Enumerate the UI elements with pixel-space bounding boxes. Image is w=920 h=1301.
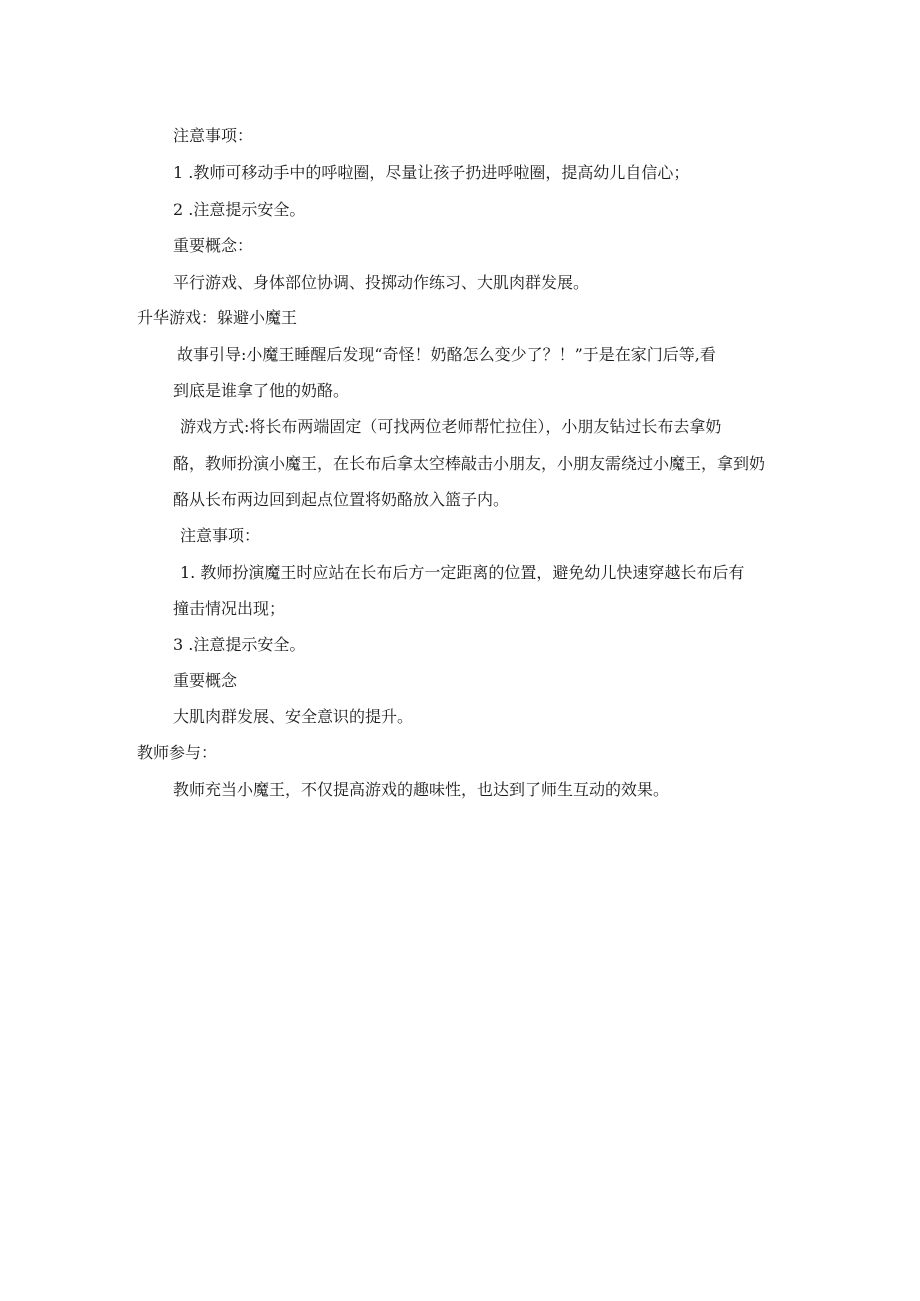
method-line-1: 游戏方式:将长布两端固定（可找两位老师帮忙拉住），小朋友钻过长布去拿奶: [180, 417, 722, 436]
concept-heading-2: 重要概念: [173, 671, 238, 690]
notes2-item-1-line-2: 撞击情况出现；: [173, 599, 286, 618]
method-line-2: 酪，教师扮演小魔王，在长布后拿太空棒敲击小朋友，小朋友需绕过小魔王，拿到奶: [173, 454, 766, 473]
teacher-heading: 教师参与：: [137, 743, 218, 762]
notes2-item-1-line-1: 1. 教师扮演魔王时应站在长布后方一定距离的位置，避免幼儿快速穿越长布后有: [180, 563, 745, 582]
story-line-2: 到底是谁拿了他的奶酪。: [173, 381, 350, 400]
notes-heading-1: 注意事项：: [173, 126, 254, 145]
section-title: 升华游戏：躲避小魔王: [137, 308, 298, 327]
method-line-3: 酪从长布两边回到起点位置将奶酪放入篮子内。: [173, 490, 510, 509]
notes-heading-2: 注意事项：: [180, 526, 261, 545]
notes-item-2: 2 .注意提示安全。: [173, 200, 306, 219]
notes2-item-2: 3 .注意提示安全。: [173, 635, 306, 654]
teacher-text: 教师充当小魔王，不仅提高游戏的趣味性，也达到了师生互动的效果。: [173, 780, 670, 799]
concept-text-2: 大肌肉群发展、安全意识的提升。: [173, 707, 414, 726]
concept-heading-1: 重要概念：: [173, 236, 254, 255]
concept-text-1: 平行游戏、身体部位协调、投掷动作练习、大肌肉群发展。: [173, 273, 590, 292]
notes-item-1: 1 .教师可移动手中的呼啦圈，尽量让孩子扔进呼啦圈，提高幼儿自信心；: [173, 163, 690, 182]
story-line-1: 故事引导:小魔王睡醒后发现“奇怪！奶酪怎么变少了？！”于是在家门后等,看: [177, 345, 716, 364]
